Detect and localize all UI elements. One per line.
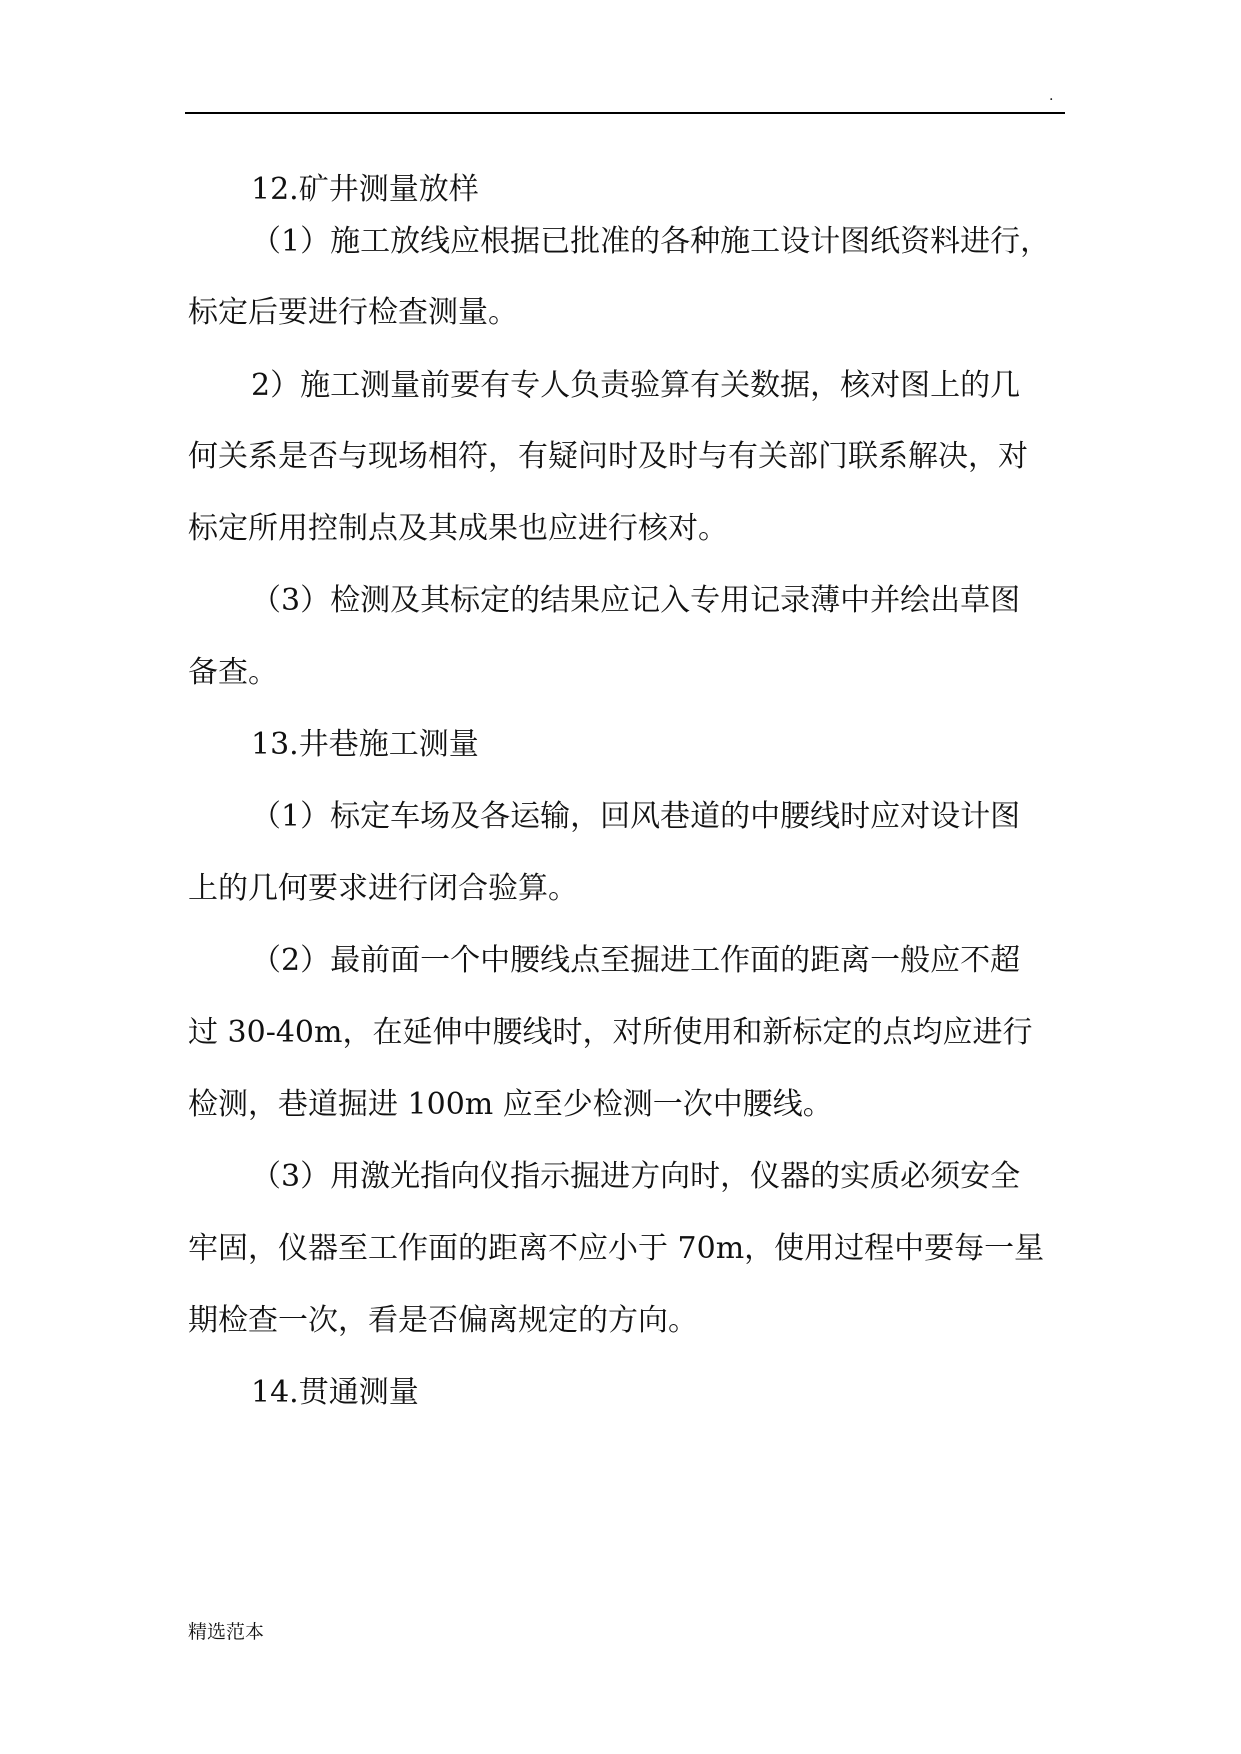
paragraph-line: （1）标定车场及各运输，回风巷道的中腰线时应对设计图	[251, 799, 1021, 834]
heading-12: 12.矿井测量放样	[251, 172, 479, 207]
paragraph-line: 上的几何要求进行闭合验算。	[188, 871, 578, 906]
paragraph-line: 2）施工测量前要有专人负责验算有关数据，核对图上的几	[251, 368, 1021, 403]
paragraph-line: 期检查一次，看是否偏离规定的方向。	[188, 1303, 698, 1338]
header-mark: .	[1049, 88, 1054, 104]
paragraph-line: 标定后要进行检查测量。	[188, 295, 518, 330]
paragraph-line: 备查。	[188, 655, 278, 690]
paragraph-line: 过 30-40m，在延伸中腰线时，对所使用和新标定的点均应进行	[188, 1015, 1033, 1050]
paragraph-line: （3）用激光指向仪指示掘进方向时，仪器的实质必须安全	[251, 1159, 1021, 1194]
paragraph-line: （1）施工放线应根据已批准的各种施工设计图纸资料进行，	[251, 224, 1051, 259]
footer-text: 精选范本	[188, 1621, 265, 1643]
paragraph-line: 何关系是否与现场相符，有疑问时及时与有关部门联系解决，对	[188, 439, 1028, 474]
header-rule	[185, 112, 1065, 114]
paragraph-line: 牢固，仪器至工作面的距离不应小于 70m，使用过程中要每一星	[188, 1231, 1045, 1266]
heading-13: 13.井巷施工测量	[251, 727, 479, 762]
paragraph-line: （3）检测及其标定的结果应记入专用记录薄中并绘出草图	[251, 583, 1021, 618]
paragraph-line: （2）最前面一个中腰线点至掘进工作面的距离一般应不超	[251, 943, 1021, 978]
paragraph-line: 检测，巷道掘进 100m 应至少检测一次中腰线。	[188, 1087, 833, 1122]
heading-14: 14.贯通测量	[251, 1375, 419, 1410]
paragraph-line: 标定所用控制点及其成果也应进行核对。	[188, 511, 728, 546]
